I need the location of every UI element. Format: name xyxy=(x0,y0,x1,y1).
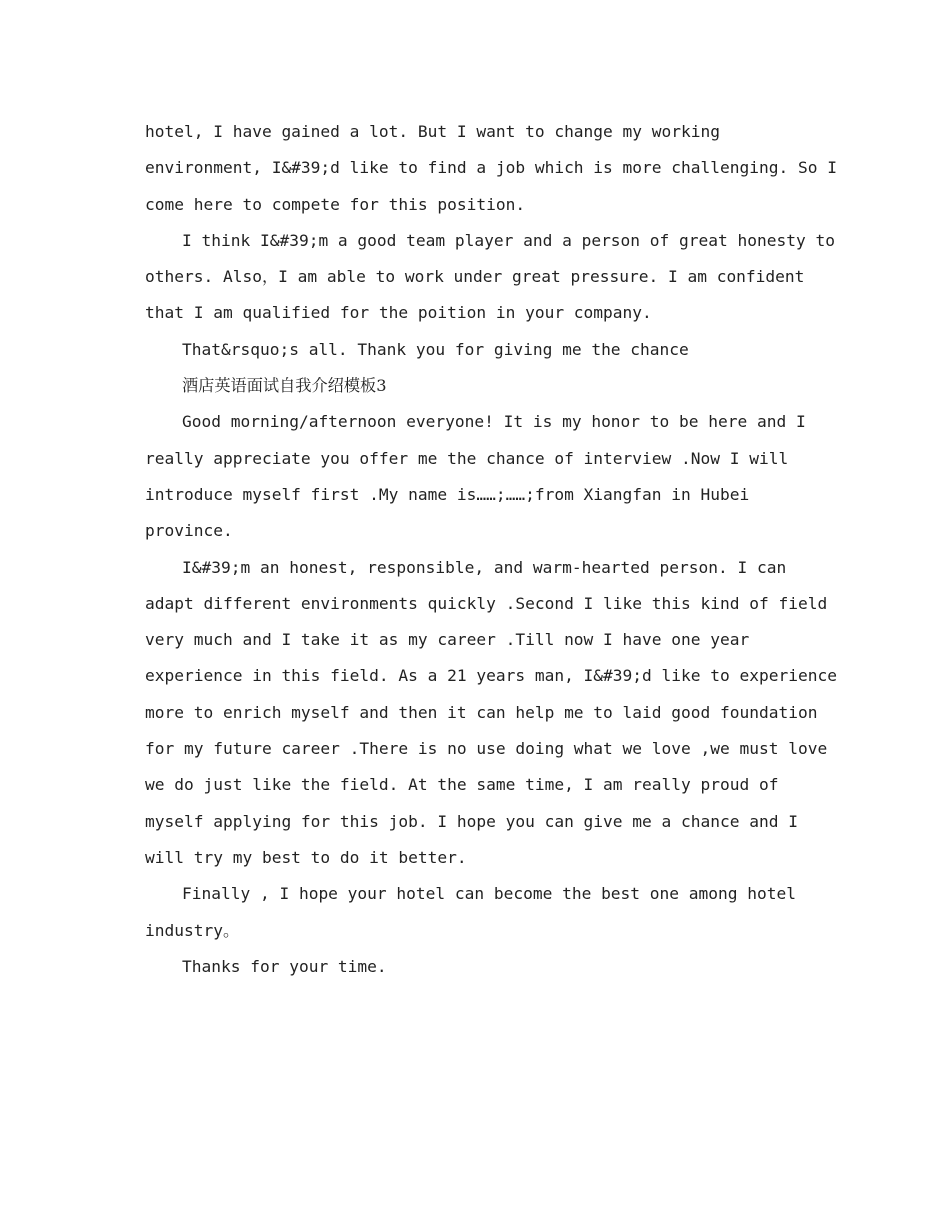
text-line: Finally , I hope your hotel can become the best one among hotel xyxy=(182,884,796,904)
text-line: adapt different environments quickly .Second I like this kind of field xyxy=(145,593,828,613)
text-line: myself applying for this job. I hope you can give me a chance and I xyxy=(145,811,798,831)
text-line: more to enrich myself and then it can help me to laid good foundation xyxy=(145,702,818,722)
text-line: province. xyxy=(145,521,233,541)
paragraph xyxy=(145,949,810,985)
paragraph xyxy=(145,332,810,368)
paragraph xyxy=(145,223,835,332)
paragraph xyxy=(145,404,810,549)
text-line: introduce myself first .My name is……;……;from Xiangfan in Hubei xyxy=(145,484,750,504)
text-line: for my future career .There is no use doing what we love ,we must love xyxy=(145,739,828,759)
text-line: Thanks for your time. xyxy=(182,956,387,976)
paragraph xyxy=(145,550,837,877)
document-body xyxy=(145,114,837,985)
text-line: others. Also，I am able to work under great pressure. I am confident xyxy=(145,267,805,287)
text-line: I&#39;m an honest, responsible, and warm-hearted person. I can xyxy=(182,557,787,577)
text-line: really appreciate you offer me the chance of interview .Now I will xyxy=(145,448,789,468)
text-line: will try my best to do it better. xyxy=(145,847,467,867)
text-line: very much and I take it as my career .Till now I have one year xyxy=(145,630,750,650)
paragraph xyxy=(145,114,837,223)
text-line: 酒店英语面试自我介绍模板3 xyxy=(182,376,387,396)
text-line: we do just like the field. At the same time, I am really proud of xyxy=(145,775,779,795)
text-line: That&rsquo;s all. Thank you for giving me the chance xyxy=(182,339,689,359)
paragraph xyxy=(145,876,810,949)
section-heading xyxy=(145,368,810,404)
text-line: that I am qualified for the poition in your company. xyxy=(145,303,652,323)
text-line: come here to compete for this position. xyxy=(145,194,526,214)
text-line: experience in this field. As a 21 years man, I&#39;d like to experience xyxy=(145,666,837,686)
text-line: I think I&#39;m a good team player and a person of great honesty to xyxy=(182,230,835,250)
text-line: hotel, I have gained a lot. But I want to change my working xyxy=(145,122,720,141)
text-line: Good morning/afternoon everyone! It is my honor to be here and I xyxy=(182,412,806,432)
text-line: environment, I&#39;d like to find a job which is more challenging. So I xyxy=(145,158,837,178)
text-line: industry。 xyxy=(145,920,240,940)
